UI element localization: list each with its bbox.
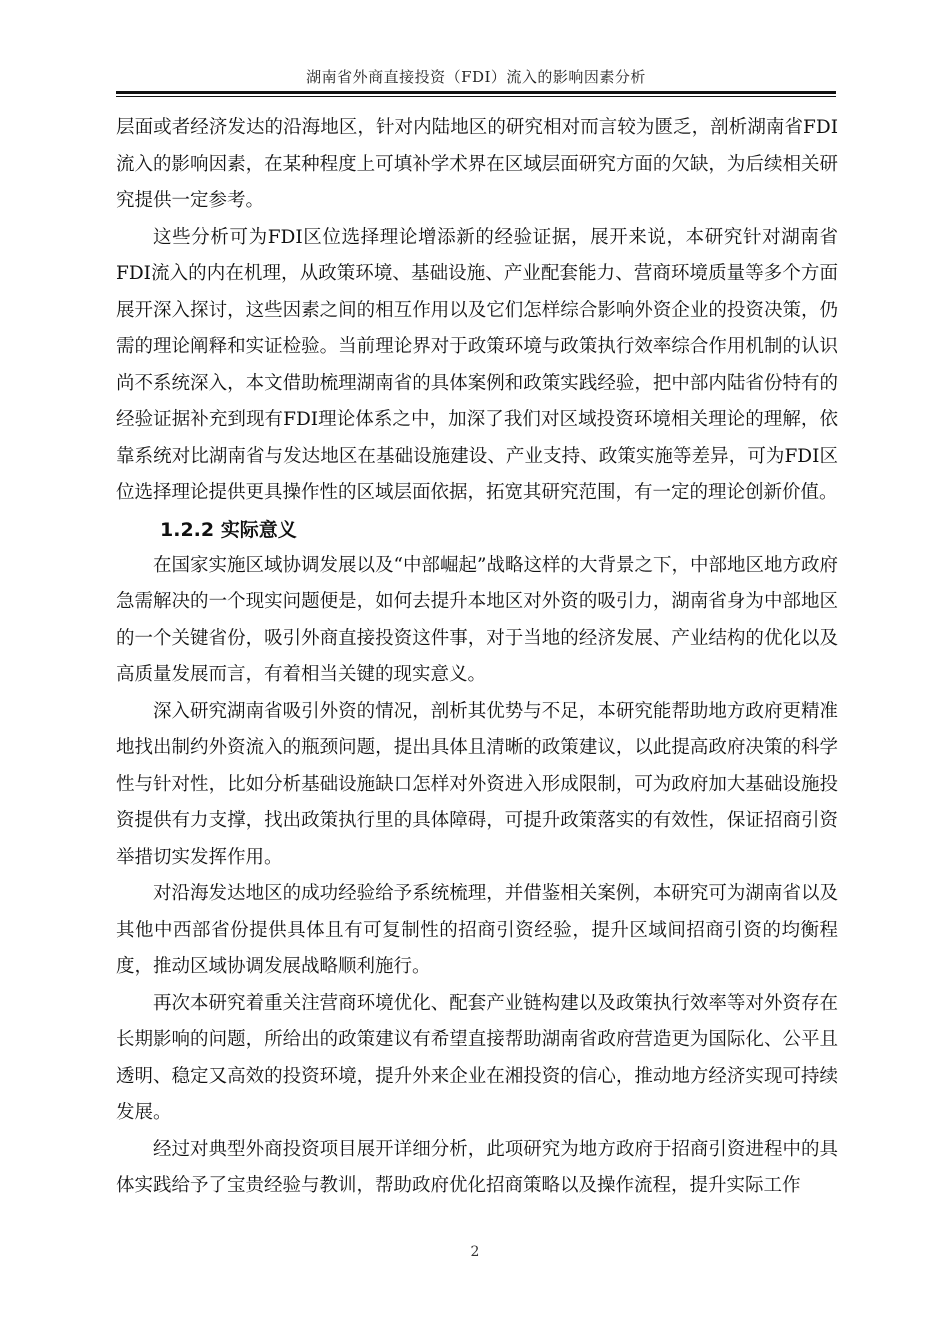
paragraph: 经过对典型外商投资项目展开详细分析，此项研究为地方政府于招商引资进程中的具体实践给予了宝贵经验与教训，帮助政府优化招商策略以及操作流程，提升实际工作 xyxy=(116,1138,838,1196)
page-body xyxy=(116,110,838,1205)
paragraph-continued: 层面或者经济发达的沿海地区，针对内陆地区的研究相对而言较为匮乏，剖析湖南省FDI流入的影响因素，在某种程度上可填补学术界在区域层面研究方面的欠缺，为后续相关研究提供一定参考。 xyxy=(116,117,838,211)
page-number: 2 xyxy=(470,1244,480,1260)
section-heading: 1.2.2 实际意义 xyxy=(160,518,297,541)
paragraph: 深入研究湖南省吸引外资的情况，剖析其优势与不足，本研究能帮助地方政府更精准地找出制约外资流入的瓶颈问题，提出具体且清晰的政策建议，以此提高政府决策的科学性与针对性，比如分析基础设施缺口怎样对外资进入形成限制，可为政府加大基础设施投资提供有力支撑，找出政策执行里的具体障碍，可提升政策落实的有效性，保证招商引资举措切实发挥作用。 xyxy=(116,700,838,868)
paragraph: 对沿海发达地区的成功经验给予系统梳理，并借鉴相关案例，本研究可为湖南省以及其他中西部省份提供具体且有可复制性的招商引资经验，提升区域间招商引资的均衡程度，推动区域协调发展战略顺利施行。 xyxy=(116,883,838,977)
paragraph: 在国家实施区域协调发展以及“中部崛起”战略这样的大背景之下，中部地区地方政府急需解决的一个现实问题便是，如何去提升本地区对外资的吸引力，湖南省身为中部地区的一个关键省份，吸引外商直接投资这件事，对于当地的经济发展、产业结构的优化以及高质量发展而言，有着相当关键的现实意义。 xyxy=(116,554,838,685)
running-header-title: 湖南省外商直接投资（FDI）流入的影响因素分析 xyxy=(306,68,646,86)
paragraph: 这些分析可为FDI区位选择理论增添新的经验证据，展开来说，本研究针对湖南省FDI流入的内在机理，从政策环境、基础设施、产业配套能力、营商环境质量等多个方面展开深入探讨，这些因素之间的相互作用以及它们怎样综合影响外资企业的投资决策，仍需的理论阐释和实证检验。当前理论界对于政策环境与政策执行效率综合作用机制的认识尚不系统深入，本文借助梳理湖南省的具体案例和政策实践经验，把中部内陆省份特有的经验证据补充到现有FDI理论体系之中，加深了我们对区域投资环境相关理论的理解，依靠系统对比湖南省与发达地区在基础设施建设、产业支持、政策实施等差异，可为FDI区位选择理论提供更具操作性的区域层面依据，拓宽其研究范围，有一定的理论创新价值。 xyxy=(116,226,838,503)
header-rule-secondary xyxy=(116,96,836,97)
paragraph: 再次本研究着重关注营商环境优化、配套产业链构建以及政策执行效率等对外资存在长期影响的问题，所给出的政策建议有希望直接帮助湖南省政府营造更为国际化、公平且透明、稳定又高效的投资环境，提升外来企业在湘投资的信心，推动地方经济实现可持续发展。 xyxy=(116,992,838,1123)
header-rule xyxy=(116,91,836,94)
